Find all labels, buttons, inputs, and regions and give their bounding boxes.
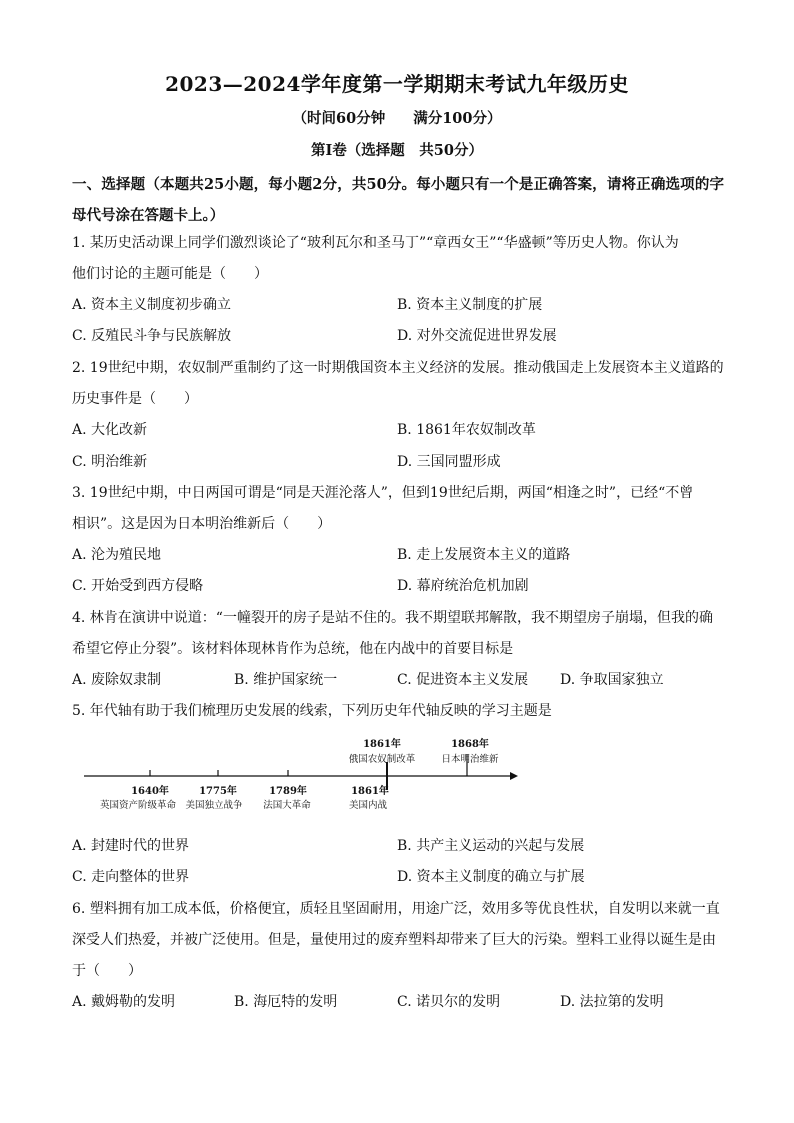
question-6-stem-line-2: 深受人们热爱，并被广泛使用。但是，量使用过的废弃塑料却带来了巨大的污染。塑料工业得以诞生是由 [72,932,716,948]
question-3-option-b[interactable]: B. 走上发展资本主义的道路 [397,547,571,563]
timeline-year-1640: 1640年 [131,786,169,797]
timeline-event-1868: 日本明治维新 [441,754,499,765]
question-6-option-c[interactable]: C. 诺贝尔的发明 [397,994,501,1010]
question-1-option-d[interactable]: D. 对外交流促进世界发展 [397,328,557,344]
question-6-option-a[interactable]: A. 戴姆勒的发明 [72,994,176,1010]
timeline-year-1789: 1789年 [269,786,307,797]
question-4-stem-line-1: 4. 林肯在演讲中说道：“一幢裂开的房子是站不住的。我不期望联邦解散，我不期望房子崩塌，但我的确 [72,610,713,626]
question-4-option-d[interactable]: D. 争取国家独立 [560,672,664,688]
question-1-stem-line-1: 1. 某历史活动课上同学们激烈谈论了“玻利瓦尔和圣马丁”“章西女王”“华盛顿”等历史人物。你认为 [72,235,679,251]
question-4-option-b[interactable]: B. 维护国家统一 [234,672,338,688]
question-3-option-a[interactable]: A. 沦为殖民地 [72,547,162,563]
question-2-option-c[interactable]: C. 明治维新 [72,454,148,470]
question-5-option-a[interactable]: A. 封建时代的世界 [72,838,190,854]
timeline-arrow [510,772,518,780]
question-5-option-c[interactable]: C. 走向整体的世界 [72,869,190,885]
question-6-stem-line-3: 于（ ） [72,963,142,979]
question-1-option-c[interactable]: C. 反殖民斗争与民族解放 [72,328,232,344]
question-6-stem-line-1: 6. 塑料拥有加工成本低，价格便宜，质轻且坚固耐用，用途广泛，效用多等优良性状，自发明以来就一直 [72,901,720,917]
volume-heading: 第Ⅰ卷（选择题 共50分） [311,142,483,159]
question-3-option-d[interactable]: D. 幕府统治危机加剧 [397,578,529,594]
timeline-event-1775: 美国独立战争 [185,800,243,811]
timeline-year-1861-below: 1861年 [351,786,389,797]
timeline-figure [78,732,528,822]
section-instructions: 一、选择题（本题共25小题，每小题2分，共50分。每小题只有一个是正确答案，请将正确选项的字母代号涂在答题卡上。） [72,176,724,224]
timeline-svg [78,732,528,822]
question-4-option-a[interactable]: A. 废除奴隶制 [72,672,162,688]
question-2-option-a[interactable]: A. 大化改新 [72,422,148,438]
timeline-event-1861-above: 俄国农奴制改革 [348,754,416,765]
question-1-stem-line-2: 他们讨论的主题可能是（ ） [72,266,268,282]
time-limit: （时间60分钟 [292,110,386,127]
timeline-event-1789: 法国大革命 [263,800,311,811]
exam-time-score [0,107,794,128]
question-4-option-c[interactable]: C. 促进资本主义发展 [397,672,529,688]
timeline-year-1861-above: 1861年 [363,739,401,750]
question-2-stem-line-1: 2. 19世纪中期，农奴制严重制约了这一时期俄国资本主义经济的发展。推动俄国走上发展资本主义道路的 [72,360,724,376]
question-6-option-b[interactable]: B. 海厄特的发明 [234,994,338,1010]
question-2-stem-line-2: 历史事件是（ ） [72,391,198,407]
timeline-year-1775: 1775年 [199,786,237,797]
question-4-stem-line-2: 希望它停止分裂”。该材料体现林肯作为总统，他在内战中的首要目标是 [72,641,514,657]
exam-title: 2023—2024学年度第一学期期末考试九年级历史 [165,72,629,96]
full-score: 满分100分） [413,110,502,127]
timeline-event-1640: 英国资产阶级革命 [99,800,177,811]
question-5-stem-line-1: 5. 年代轴有助于我们梳理历史发展的线索，下列历史年代轴反映的学习主题是 [72,703,552,719]
question-5-option-d[interactable]: D. 资本主义制度的确立与扩展 [397,869,585,885]
timeline-event-1861-below: 美国内战 [348,800,388,811]
question-5-option-b[interactable]: B. 共产主义运动的兴起与发展 [397,838,585,854]
question-6-option-d[interactable]: D. 法拉第的发明 [560,994,664,1010]
question-1-option-a[interactable]: A. 资本主义制度初步确立 [72,297,232,313]
question-2-option-b[interactable]: B. 1861年农奴制改革 [397,422,536,438]
timeline-year-1868: 1868年 [451,739,489,750]
question-1-option-b[interactable]: B. 资本主义制度的扩展 [397,297,543,313]
question-3-stem-line-1: 3. 19世纪中期，中日两国可谓是“同是天涯沦落人”，但到19世纪后期，两国“相逢之时”，已经“不曾 [72,485,694,501]
question-3-stem-line-2: 相识”。这是因为日本明治维新后（ ） [72,516,332,532]
question-3-option-c[interactable]: C. 开始受到西方侵略 [72,578,204,594]
question-2-option-d[interactable]: D. 三国同盟形成 [397,454,501,470]
